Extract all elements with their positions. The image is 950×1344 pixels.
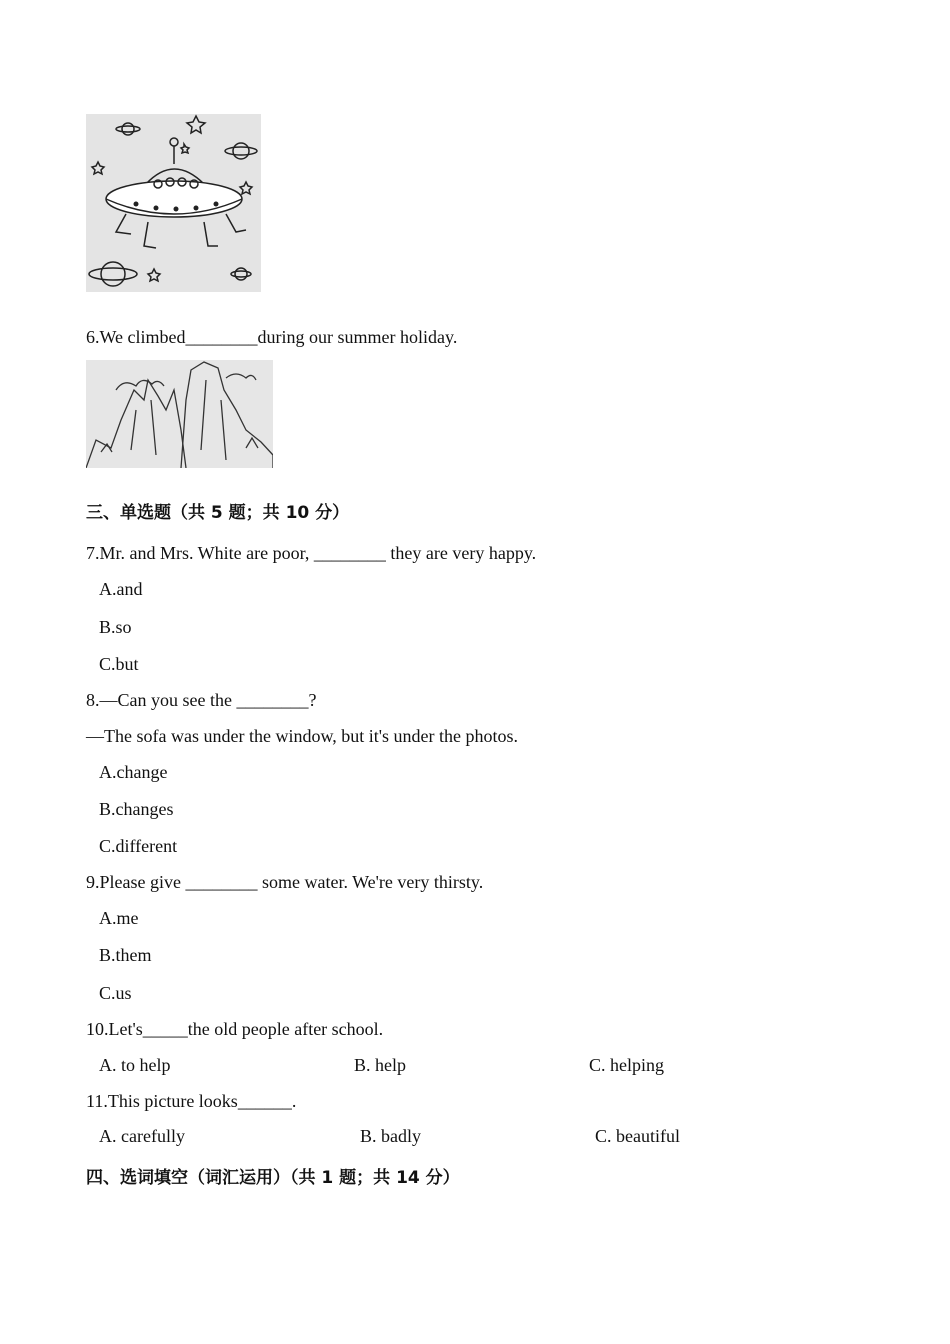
- ufo-illustration: [86, 114, 261, 292]
- ufo-icon: [86, 114, 261, 292]
- q9-option-c[interactable]: C.us: [99, 983, 132, 1003]
- question-11: 11.This picture looks______.: [86, 1091, 297, 1111]
- q9-option-a[interactable]: A.me: [99, 908, 139, 928]
- q8-option-c[interactable]: C.different: [99, 836, 178, 856]
- q7-option-b[interactable]: B.so: [99, 617, 132, 637]
- q8-option-b[interactable]: B.changes: [99, 799, 174, 819]
- question-6: 6.We climbed________during our summer holiday.: [86, 327, 458, 347]
- q11-option-a[interactable]: A. carefully: [99, 1126, 185, 1146]
- q7-option-a[interactable]: A.and: [99, 579, 143, 599]
- question-8: 8.—Can you see the ________?: [86, 690, 317, 710]
- q10-option-c[interactable]: C. helping: [589, 1055, 664, 1075]
- question-10: 10.Let's_____the old people after school.: [86, 1019, 384, 1039]
- q11-option-b[interactable]: B. badly: [360, 1126, 421, 1146]
- q10-option-b[interactable]: B. help: [354, 1055, 406, 1075]
- q8-option-a[interactable]: A.change: [99, 762, 168, 782]
- section-3-title: 三、单选题（共 5 题；共 10 分）: [86, 503, 350, 523]
- mountain-illustration: [86, 360, 273, 468]
- question-9: 9.Please give ________ some water. We're very thirsty.: [86, 872, 484, 892]
- question-7: 7.Mr. and Mrs. White are poor, ________ they are very happy.: [86, 543, 537, 563]
- q7-option-c[interactable]: C.but: [99, 654, 139, 674]
- q9-option-b[interactable]: B.them: [99, 945, 152, 965]
- q11-option-c[interactable]: C. beautiful: [595, 1126, 680, 1146]
- section-4-title: 四、选词填空（词汇运用）（共 1 题；共 14 分）: [86, 1168, 460, 1188]
- mountain-icon: [86, 360, 273, 468]
- q10-option-a[interactable]: A. to help: [99, 1055, 171, 1075]
- question-8-line2: —The sofa was under the window, but it's under the photos.: [86, 726, 518, 746]
